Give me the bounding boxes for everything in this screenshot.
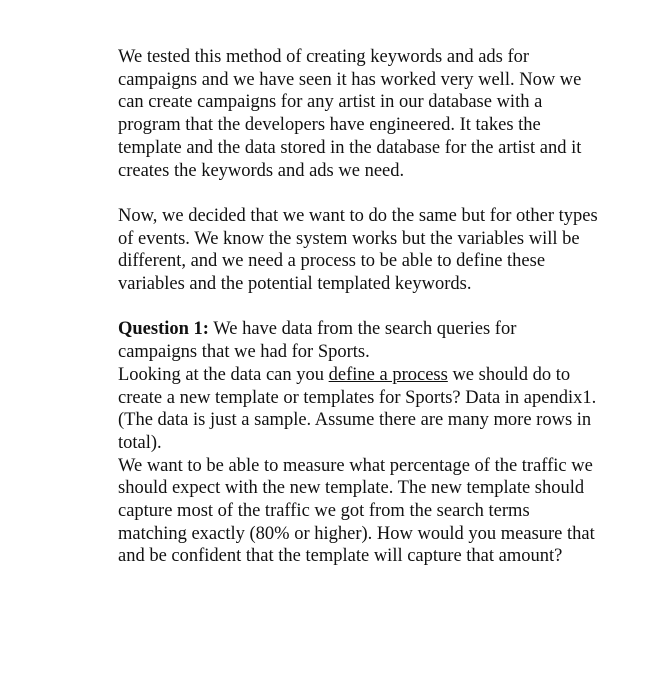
question-1-measure: We want to be able to measure what percentage of the traffic we should expect with the new template. The new template should capture most of the traffic we got from the search terms matching exactly (80% or higher). How would you measure that and be confident that the template will capture that amount?	[118, 455, 595, 567]
question-1-intro	[118, 318, 598, 363]
events-paragraph: Now, we decided that we want to do the same but for other types of events. We know the system works but the variables will be different, and we need a process to be able to define these variables and the potential templated keywords.	[118, 205, 598, 295]
question-1-intro-text: We have data from the search queries for campaigns that we had for Sports.	[118, 319, 517, 363]
paragraph-spacer	[118, 296, 598, 319]
document-body	[118, 46, 598, 568]
question-1-process-after: we should do to create a new template or templates for Sports? Data in apendix1. (The data is just a sample. Assume there are many more rows in total).	[118, 364, 597, 453]
question-1-label: Question 1:	[118, 319, 209, 340]
question-1-process	[118, 364, 598, 455]
define-a-process-emphasis: define a process	[328, 364, 448, 385]
paragraph-spacer	[118, 182, 598, 205]
intro-paragraph: We tested this method of creating keywords and ads for campaigns and we have seen it has worked very well. Now we can create campaigns for any artist in our database with a program that the developers have engineered. It takes the template and the data stored in the database for the artist and it creates the keywords and ads we need.	[118, 47, 582, 181]
question-1-process-before: Looking at the data can you	[118, 364, 329, 385]
